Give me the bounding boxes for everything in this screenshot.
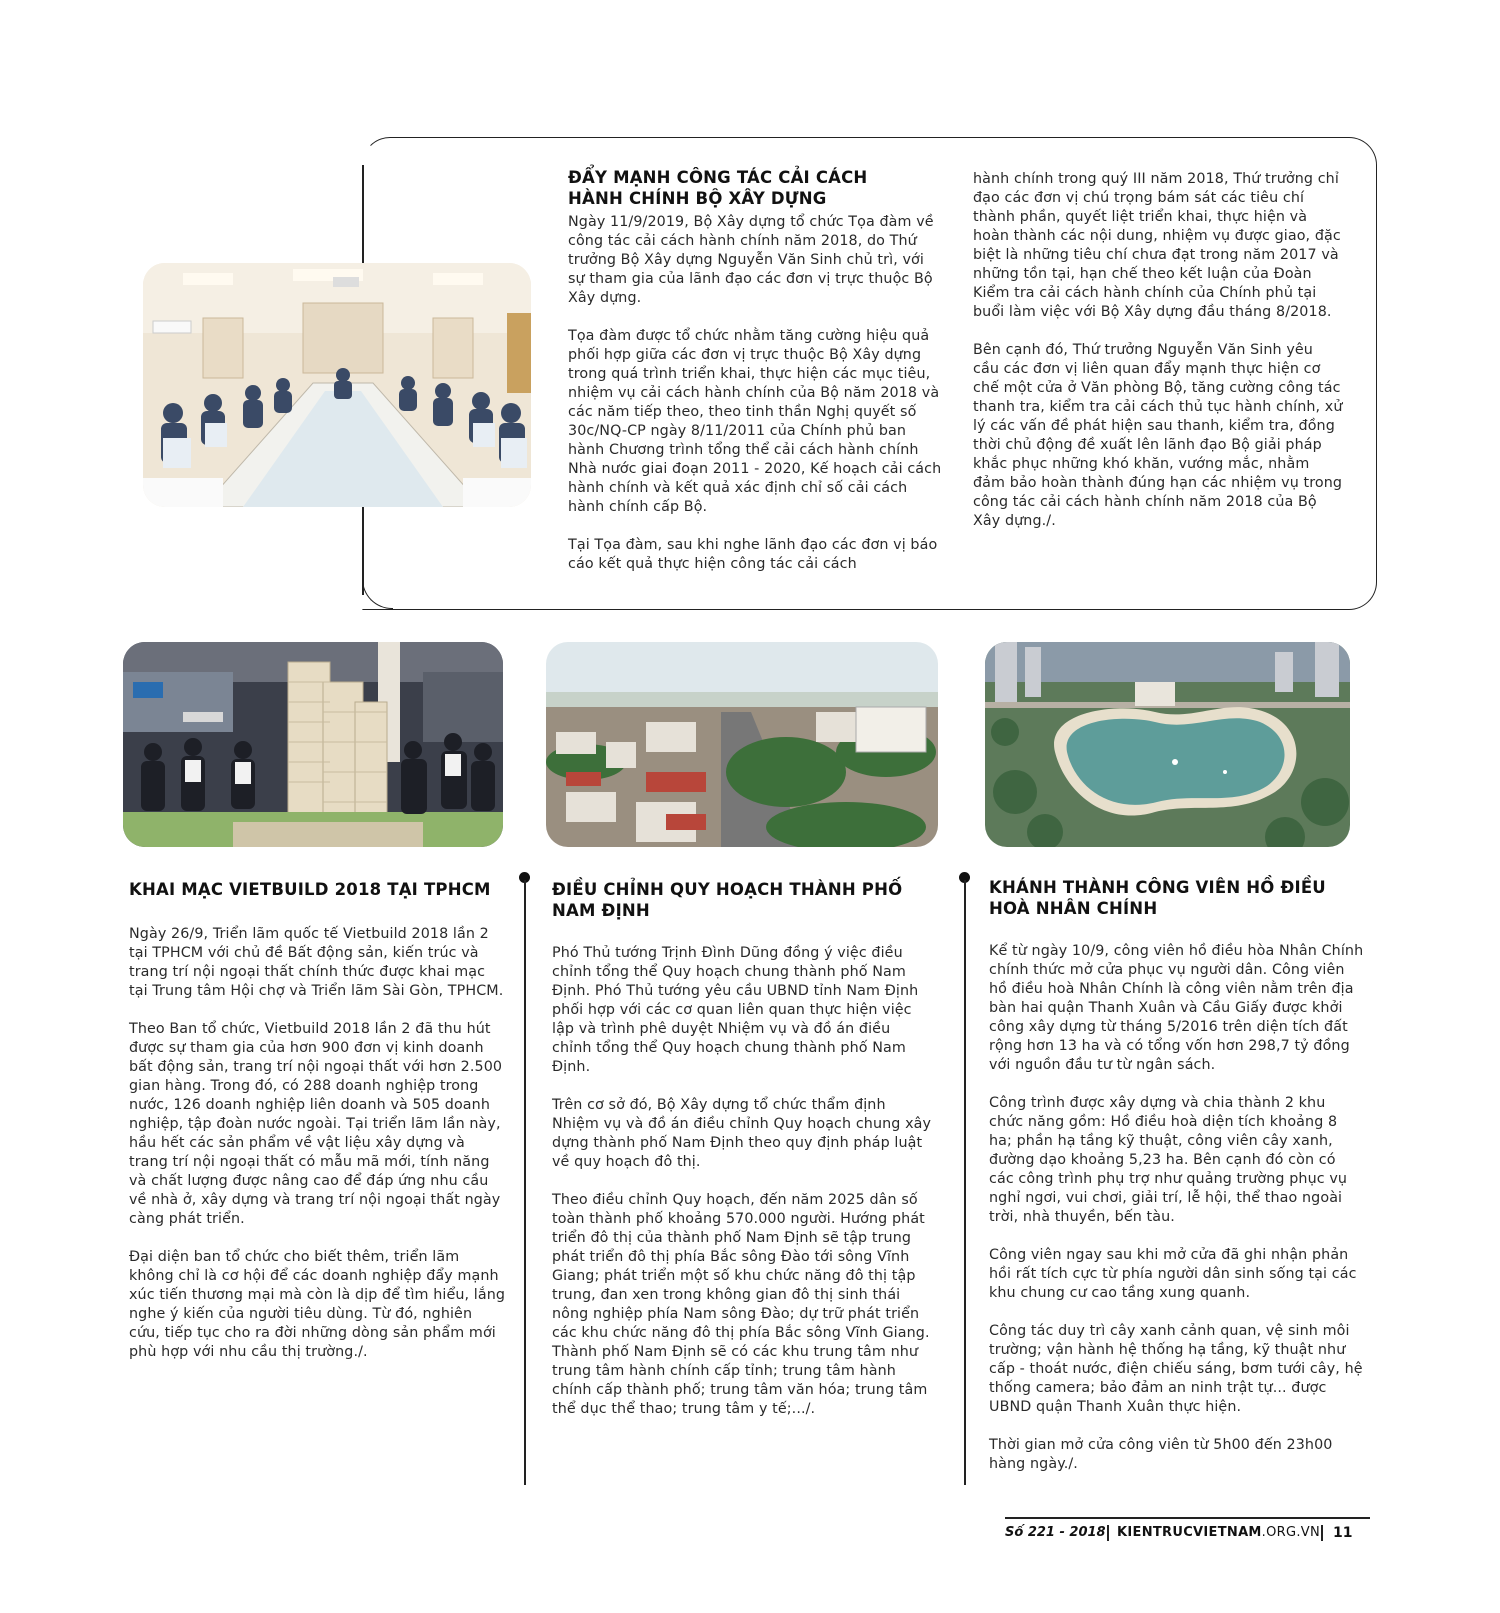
paragraph: Thời gian mở cửa công viên từ 5h00 đến 23h00 hàng ngày./. <box>989 1437 1333 1472</box>
feature-column-2 <box>973 170 1343 531</box>
paragraph: Công viên ngay sau khi mở cửa đã ghi nhận phản hồi rất tích cực từ phía người dân sinh sống tại các khu chung cư cao tầng xung quanh. <box>989 1247 1357 1301</box>
paragraph: Bên cạnh đó, Thứ trưởng Nguyễn Văn Sinh yêu cầu các đơn vị liên quan đẩy mạnh thực hiện cơ chế một cửa ở Văn phòng Bộ, tăng cường công tác thanh tra, kiểm tra cải cách thủ tục hành chính, xử lý các vấn đề phát hiện sau thanh, kiểm tra, đồng thời chủ động đề xuất lên lãnh đạo Bộ giải pháp khắc phục những khó khăn, vướng mắc, nhằm đảm bảo hoàn thành đúng hạn các nhiệm vụ trong công tác cải cách hành chính năm 2018 của Bộ Xây dựng./. <box>973 342 1343 529</box>
issue-number: Số 221 - 2018 <box>1005 1525 1106 1540</box>
footer-separator <box>1321 1525 1323 1541</box>
vietbuild-photo <box>123 642 503 847</box>
paragraph: hành chính trong quý III năm 2018, Thứ trưởng chỉ đạo các đơn vị chú trọng bám sát các tiêu chí thành phần, quyết liệt triển khai, thực hiện và hoàn thành các nội dung, nhiệm vụ được giao, đặc biệt là những tiêu chí chưa đạt trong năm 2017 và những tồn tại, hạn chế theo kết luận của Đoàn Kiểm tra cải cách hành chính của Chính phủ tại buổi làm việc với Bộ Xây dựng đầu tháng 8/2018. <box>973 171 1341 320</box>
nam-dinh-photo <box>546 642 938 847</box>
site-domain: .ORG.VN <box>1261 1525 1320 1540</box>
paragraph: Tại Tọa đàm, sau khi nghe lãnh đạo các đơn vị báo cáo kết quả thực hiện công tác cải cách <box>568 537 938 572</box>
page-number: 11 <box>1333 1525 1353 1541</box>
article-2-headline: ĐIỀU CHỈNH QUY HOẠCH THÀNH PHỐ NAM ĐỊNH <box>552 880 903 920</box>
article-1-headline: KHAI MẠC VIETBUILD 2018 TẠI TPHCM <box>129 880 491 899</box>
feature-column-1 <box>568 213 943 574</box>
paragraph: Trên cơ sở đó, Bộ Xây dựng tổ chức thẩm định Nhiệm vụ và đồ án điều chỉnh Quy hoạch chung xây dựng thành phố Nam Định theo quy định pháp luật về quy hoạch đô thị. <box>552 1097 932 1170</box>
park-lake-photo <box>985 642 1350 847</box>
column-divider-2 <box>964 880 966 1485</box>
meeting-photo <box>143 263 531 507</box>
paragraph: Theo điều chỉnh Quy hoạch, đến năm 2025 dân số toàn thành phố khoảng 570.000 người. Hướng phát triển đô thị của thành phố Nam Định sẽ tập trung phát triển đô thị phía Bắc sông Đào tới sông Vĩnh Giang; phát triển một số khu chức năng đô thị tập trung, đan xen trong không gian đô thị sinh thái nông nghiệp phía Nam sông Đào; dự trữ phát triển các khu chức năng đô thị phía Bắc sông Vĩnh Giang. Thành phố Nam Định sẽ có các khu trung tâm như trung tâm hành chính cấp tỉnh; trung tâm hành chính cấp thành phố; trung tâm văn hóa; trung tâm thể dục thể thao; trung tâm y tế;.../. <box>552 1192 930 1417</box>
paragraph: Phó Thủ tướng Trịnh Đình Dũng đồng ý việc điều chỉnh tổng thể Quy hoạch chung thành phố Nam Định. Phó Thủ tướng yêu cầu UBND tỉnh Nam Định phối hợp với các cơ quan liên quan thực hiện việc lập và trình phê duyệt Nhiệm vụ và đồ án điều chỉnh tổng thể Quy hoạch chung thành phố Nam Định. <box>552 945 919 1075</box>
paragraph: Theo Ban tổ chức, Vietbuild 2018 lần 2 đã thu hút được sự tham gia của hơn 900 đơn vị kinh doanh bất động sản, trang trí nội ngoại thất với hơn 2.500 gian hàng. Trong đó, có 288 doanh nghiệp trong nước, 126 doanh nghiệp liên doanh và 505 doanh nghiệp, tập đoàn nước ngoài. Tại triển lãm lần này, hầu hết các sản phẩm về vật liệu xây dựng và trang trí nội ngoại thất có mẫu mã mới, tính năng và chất lượng được nâng cao để đáp ứng nhu cầu về nhà ở, xây dựng và trang trí nội ngoại thất ngày càng phát triển. <box>129 1021 503 1227</box>
paragraph: Công trình được xây dựng và chia thành 2 khu chức năng gồm: Hồ điều hoà diện tích khoảng 8 ha; phần hạ tầng kỹ thuật, công viên cây xanh, đường dạo khoảng 5,23 ha. Bên cạnh đó còn có các công trình phụ trợ như quảng trường phục vụ nghỉ ngơi, vui chơi, giải trí, lễ hội, thể thao ngoài trời, nhà thuyền, bến tàu. <box>989 1095 1348 1225</box>
paragraph: Đại diện ban tổ chức cho biết thêm, triển lãm không chỉ là cơ hội để các doanh nghiệp đẩy mạnh xúc tiến thương mại mà còn là dịp để tìm hiểu, lắng nghe ý kiến của người tiêu dùng. Từ đó, nghiên cứu, tiếp tục cho ra đời những dòng sản phẩm mới phù hợp với nhu cầu thị trường./. <box>129 1249 506 1360</box>
article-3-body <box>989 942 1364 1474</box>
site-url[interactable] <box>1117 1521 1320 1545</box>
paragraph: Ngày 26/9, Triển lãm quốc tế Vietbuild 2018 lần 2 tại TPHCM với chủ đề Bất động sản, kiến trúc và trang trí nội ngoại thất chính thức được khai mạc tại Trung tâm Hội chợ và Triển lãm Sài Gòn, TPHCM. <box>129 926 504 999</box>
article-2-body <box>552 944 934 1419</box>
article-1-body <box>129 925 507 1362</box>
footer-separator <box>1107 1525 1109 1541</box>
column-divider-1 <box>524 880 526 1485</box>
paragraph: Công tác duy trì cây xanh cảnh quan, vệ sinh môi trường; vận hành hệ thống hạ tầng, kỹ thuật như cấp - thoát nước, điện chiếu sáng, bơm tưới cây, hệ thống camera; bảo đảm an ninh trật tự... được UBND quận Thanh Xuân thực hiện. <box>989 1323 1363 1415</box>
paragraph: Kể từ ngày 10/9, công viên hồ điều hòa Nhân Chính chính thức mở cửa phục vụ người dân. Công viên hồ điều hoà Nhân Chính là công viên nằm trên địa bàn hai quận Thanh Xuân và Cầu Giấy được khởi công xây dựng từ tháng 5/2016 trên diện tích đất rộng hơn 13 ha và có tổng vốn hơn 298,7 tỷ đồng với nguồn đầu tư từ ngân sách. <box>989 943 1364 1073</box>
feature-headline: ĐẨY MẠNH CÔNG TÁC CẢI CÁCH HÀNH CHÍNH BỘ XÂY DỰNG <box>568 168 868 208</box>
page-footer <box>1005 1517 1370 1545</box>
site-name: KIENTRUCVIETNAM <box>1117 1525 1262 1540</box>
article-3-headline: KHÁNH THÀNH CÔNG VIÊN HỒ ĐIỀU HOÀ NHÂN CHÍNH <box>989 878 1326 918</box>
paragraph: Tọa đàm được tổ chức nhằm tăng cường hiệu quả phối hợp giữa các đơn vị trực thuộc Bộ Xây dựng trong quá trình triển khai, thực hiện các mục tiêu, nhiệm vụ cải cách hành chính của Bộ năm 2018 và các năm tiếp theo, theo tinh thần Nghị quyết số 30c/NQ-CP ngày 8/11/2011 của Chính phủ ban hành Chương trình tổng thể cải cách hành chính Nhà nước giai đoạn 2011 - 2020, Kế hoạch cải cách hành chính và kết quả xác định chỉ số cải cách hành chính cấp Bộ. <box>568 328 942 515</box>
paragraph: Ngày 11/9/2019, Bộ Xây dựng tổ chức Tọa đàm về công tác cải cách hành chính năm 2018, do Thứ trưởng Bộ Xây dựng Nguyễn Văn Sinh chủ trì, với sự tham gia của lãnh đạo các đơn vị trực thuộc Bộ Xây dựng. <box>568 214 934 306</box>
